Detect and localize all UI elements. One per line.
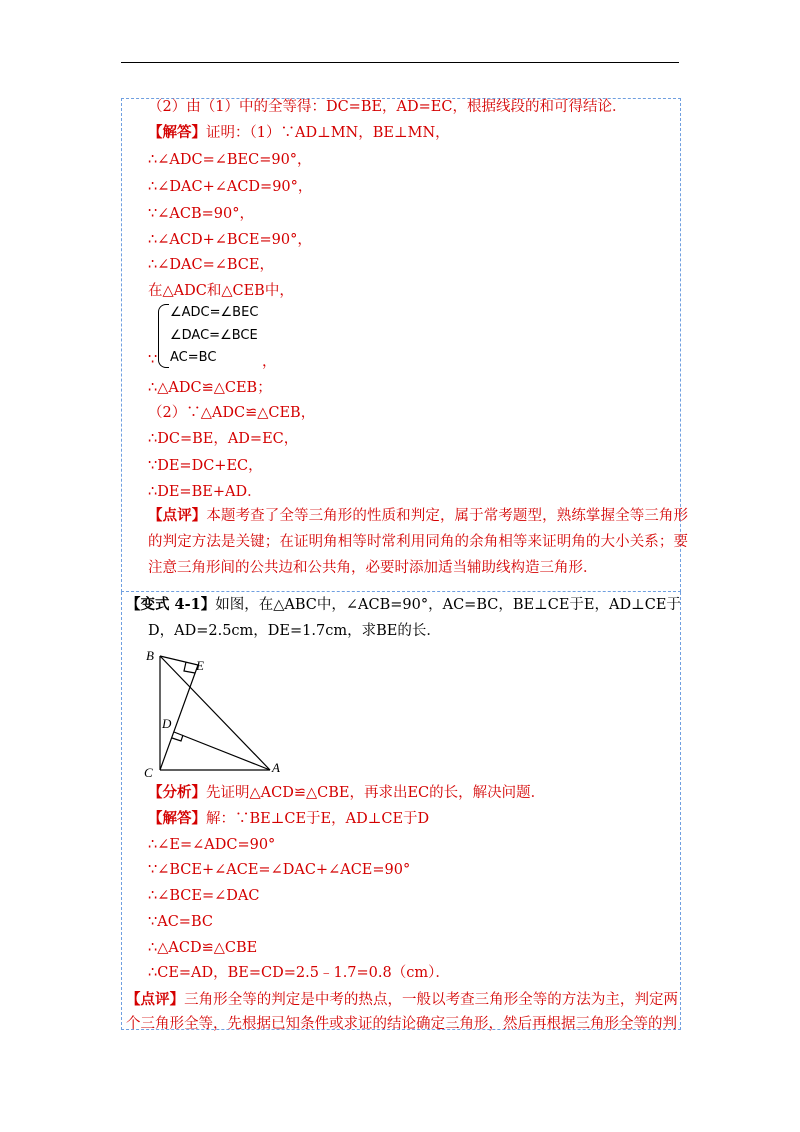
system-end: ， [262,354,277,370]
segment-AD [174,732,270,770]
variant-tag: 【变式 4-1】 [126,596,216,613]
system-eq-2: ∠DAC=∠BCE [170,328,258,343]
proof-line: ∴DE=BE+AD． [148,484,262,500]
solution-line: ∴∠BCE=∠DAC [148,888,260,904]
solution-line: ∴CE=AD，BE=CD=2.5﹣1.7=0.8（cm）． [148,965,450,981]
answer-tag: 【解答】 [148,124,206,141]
solution-line: ∵AC=BC [148,914,213,930]
equation-system-brace [158,304,169,368]
solution-line: ∴∠E=∠ADC=90° [148,837,276,853]
analysis-line: 【分析】先证明△ACD≌△CBE，再求出EC的长，解决问题． [148,784,546,801]
proof-line: ∴∠ADC=∠BEC=90°， [148,152,312,168]
triangle-figure [138,644,288,778]
proof-line: 在△ADC和△CEB中， [148,283,294,299]
proof-line: ∴△ADC≌△CEB； [148,380,272,396]
comment-tag: 【点评】 [126,991,185,1008]
proof-line: ∴∠DAC+∠ACD=90°， [148,179,313,195]
solution-line: ∴△ACD≌△CBE [148,940,258,956]
label-A: A [272,760,280,775]
problem-line-2: D，AD=2.5cm，DE=1.7cm，求BE的长． [148,623,441,639]
header-rule [121,62,679,63]
system-eq-3: AC=BC [170,350,217,365]
segment-BA [160,656,270,770]
comment-paragraph: 【点评】本题考查了全等三角形的性质和判定，属于常考题型，熟练掌握全等三角形的判定方法是关键；在证明角相等时常利用同角的余角相等来证明角的大小关系；要注意三角形间的公共边和公共角，必要时添加适当辅助线构造三角形． [148,507,688,576]
proof-line: ∵DE=DC+EC， [148,458,263,474]
answer-line-1: 【解答】解：∵BE⊥CE于E，AD⊥CE于D [148,810,430,827]
analysis-tag: 【分析】 [148,784,206,801]
system-eq-1: ∠ADC=∠BEC [170,305,259,320]
answer-line-1: 【解答】证明：（1）∵AD⊥MN，BE⊥MN， [148,124,450,141]
problem-line-1: 【变式 4-1】如图，在△ABC中，∠ACB=90°，AC=BC，BE⊥CE于E，AD⊥CE于 [126,596,681,613]
comment-paragraph: 【点评】三角形全等的判定是中考的热点，一般以考查三角形全等的方法为主，判定两个三角形全等，先根据已知条件或求证的结论确定三角形，然后再根据三角形全等的判 [126,991,678,1032]
because-symbol: ∵ [148,352,158,368]
proof-line: ∴∠ACD+∠BCE=90°， [148,232,312,248]
comment-tag: 【点评】 [148,507,207,524]
label-C: C [144,765,153,778]
label-E: E [196,658,204,673]
segment-BE [160,656,198,665]
analysis-line-2: （2）由（1）中的全等得：DC=BE，AD=EC，根据线段的和可得结论． [148,99,627,115]
answer-tag: 【解答】 [148,810,206,827]
proof-line: ∴∠DAC=∠BCE， [148,257,274,273]
right-angle-mark-D [172,735,183,741]
solution-line: ∵∠BCE+∠ACE=∠DAC+∠ACE=90° [148,862,411,878]
label-D: D [162,716,172,731]
proof-line: ∵∠ACB=90°， [148,206,254,222]
proof-line: ∴DC=BE，AD=EC， [148,431,299,447]
label-B: B [146,648,154,663]
proof-line: （2）∵△ADC≌△CEB， [148,405,316,421]
